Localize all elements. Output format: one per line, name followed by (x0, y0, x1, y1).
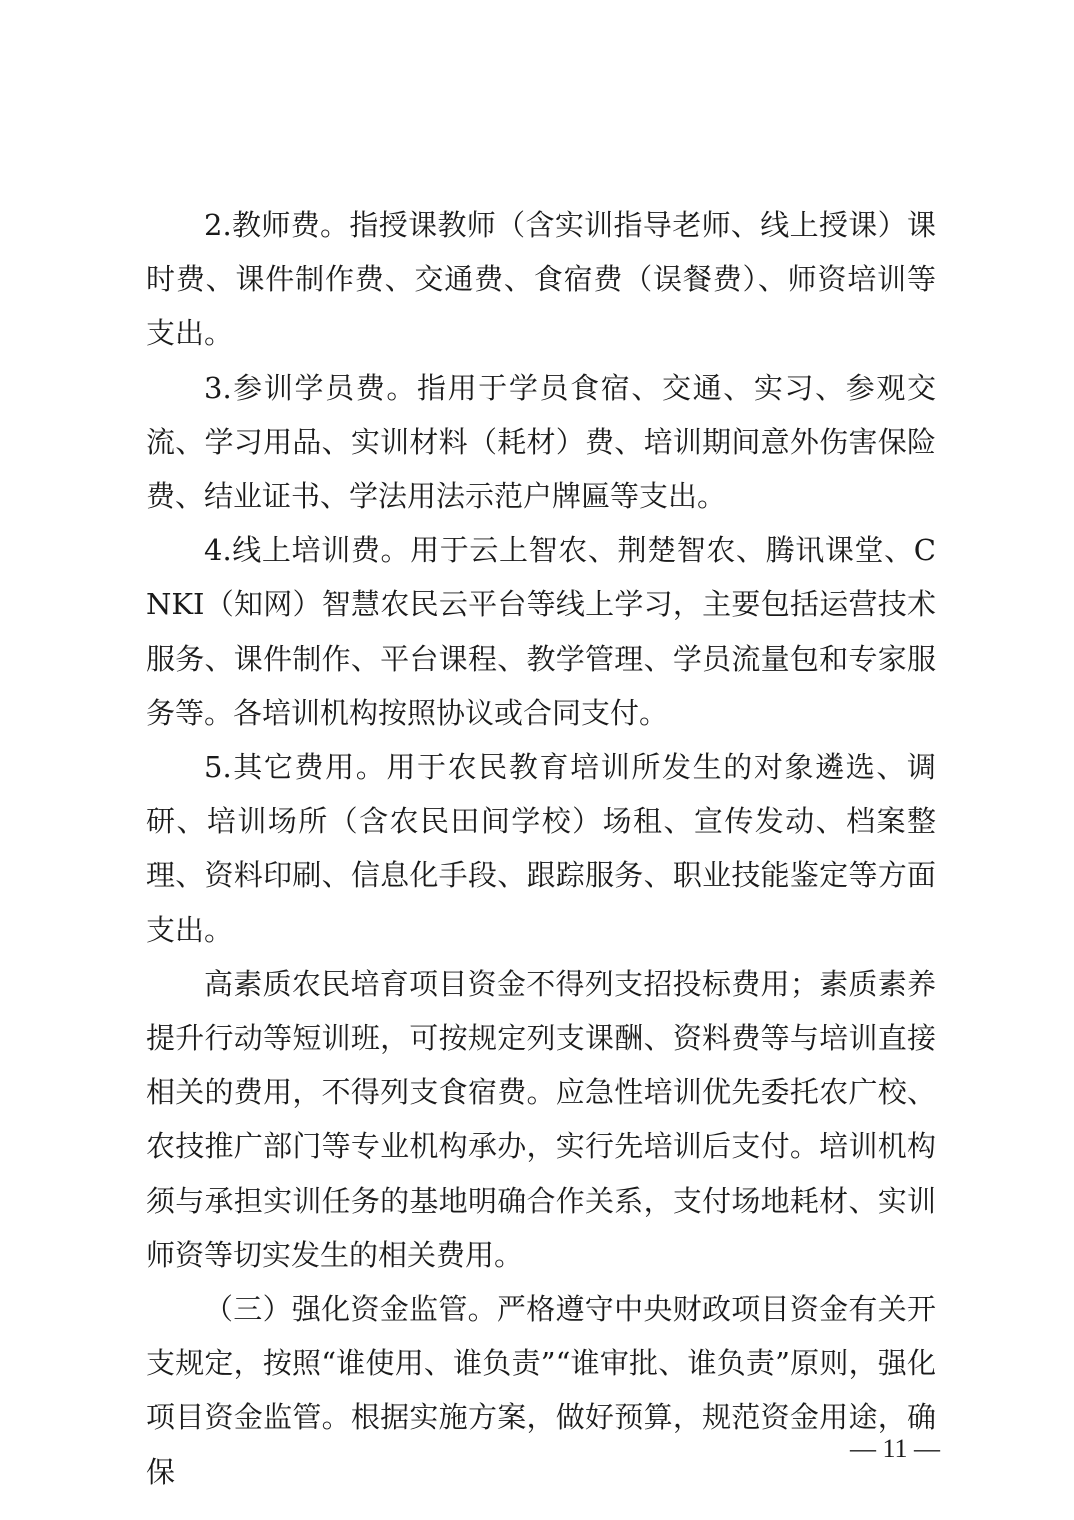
paragraph-teacher-fee: 2.教师费。指授课教师（含实训指导老师、线上授课）课时费、课件制作费、交通费、食宿费（误餐费）、师资培训等支出。 (146, 208, 936, 351)
paragraph-fund-supervision: （三）强化资金监管。严格遵守中央财政项目资金有关开支规定，按照“谁使用、谁负责”“谁审批、谁负责”原则，强化项目资金监管。根据实施方案，做好预算，规范资金用途，确保 (146, 1292, 936, 1489)
page-number: — 11 — (849, 1434, 940, 1463)
paragraph-funding-restrictions: 高素质农民培育项目资金不得列支招投标费用；素质素养提升行动等短训班，可按规定列支课酬、资料费等与培训直接相关的费用，不得列支食宿费。应急性培训优先委托农广校、农技推广部门等专业机构承办，实行先培训后支付。培训机构须与承担实训任务的基地明确合作关系，支付场地耗材、实训师资等切实发生的相关费用。 (146, 966, 936, 1272)
paragraph-online-training-fee: 4.线上培训费。用于云上智农、荆楚智农、腾讯课堂、CNKI（知网）智慧农民云平台等线上学习，主要包括运营技术服务、课件制作、平台课程、教学管理、学员流量包和专家服务等。各培训机构按照协议或合同支付。 (146, 533, 936, 730)
paragraph-other-fees: 5.其它费用。用于农民教育培训所发生的对象遴选、调研、培训场所（含农民田间学校）场租、宣传发动、档案整理、资料印刷、信息化手段、跟踪服务、职业技能鉴定等方面支出。 (146, 750, 936, 947)
body-text (146, 198, 936, 1499)
paragraph-trainee-fee: 3.参训学员费。指用于学员食宿、交通、实习、参观交流、学习用品、实训材料（耗材）费、培训期间意外伤害保险费、结业证书、学法用法示范户牌匾等支出。 (146, 370, 936, 514)
